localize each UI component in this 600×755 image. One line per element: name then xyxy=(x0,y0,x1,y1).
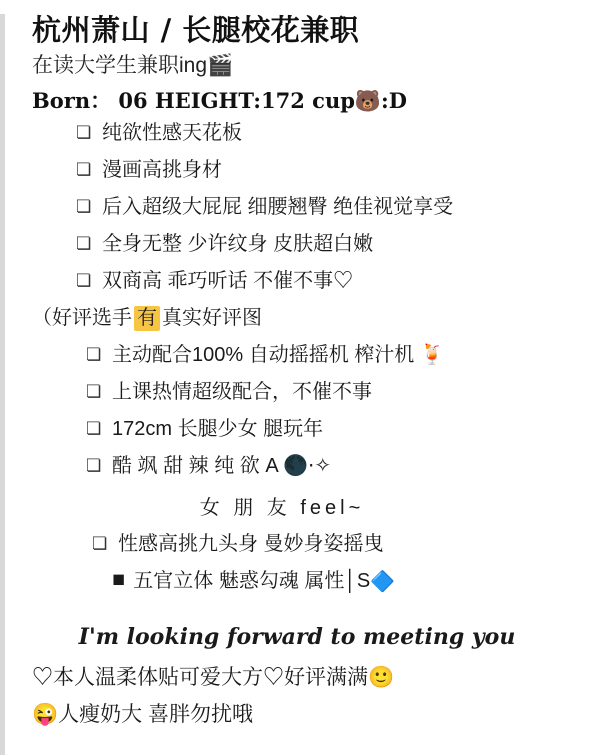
list-item-label: 全身无整 少许纹身 皮肤超白嫩 xyxy=(102,232,374,255)
checkbox-icon: ❏ xyxy=(76,233,92,254)
blue-diamond-icon: 🔷 xyxy=(370,568,396,593)
left-accent-bar xyxy=(0,14,5,755)
closing-quote: I'm looking forward to meeting you xyxy=(78,623,516,650)
list-item xyxy=(14,158,590,183)
footer-line-1: ♡本人温柔体贴可爱大方♡好评满满🙂 xyxy=(32,665,395,689)
review-highlight-badge: 有 xyxy=(134,306,160,331)
review-line-suffix: 真实好评图 xyxy=(162,306,262,329)
list-item xyxy=(14,454,590,479)
checkbox-icon: ❏ xyxy=(92,533,108,554)
list-item xyxy=(14,380,590,405)
list-item-label: 主动配合100% 自动摇摇机 榨汁机 🍹 xyxy=(112,343,445,366)
checkbox-icon: ❏ xyxy=(86,418,102,439)
subtitle-line: 在读大学生兼职ing🎬 xyxy=(32,54,234,78)
checkbox-icon: ❏ xyxy=(86,455,102,476)
filled-square-icon: ◼ xyxy=(112,568,126,588)
list-item-attributes xyxy=(14,569,590,594)
checkbox-icon: ❏ xyxy=(76,159,92,180)
list-item xyxy=(14,269,590,294)
list-item xyxy=(14,532,590,557)
review-line-prefix: （好评选手 xyxy=(32,306,132,329)
tagline-centered: 女 朋 友 feel~ xyxy=(199,496,365,519)
checkbox-icon: ❏ xyxy=(86,381,102,402)
list-item xyxy=(14,121,590,146)
document-page xyxy=(0,14,600,755)
list-item-label: 上课热情超级配合，不催不事 xyxy=(112,380,372,403)
review-line xyxy=(32,306,590,331)
list-item-label: 酷 飒 甜 辣 纯 欲 A 🌑⋅✧ xyxy=(112,454,332,477)
list-item-label: 漫画高挑身材 xyxy=(102,158,222,181)
list-item-label: 后入超级大屁屁 细腰翘臀 绝佳视觉享受 xyxy=(102,195,454,218)
checkbox-icon: ❏ xyxy=(86,344,102,365)
list-item-label: 性感高挑九头身 曼妙身姿摇曳 xyxy=(118,532,384,555)
list-item xyxy=(14,417,590,442)
list-item xyxy=(14,232,590,257)
checkbox-icon: ❏ xyxy=(76,270,92,291)
list-item xyxy=(14,343,590,368)
feature-list-tertiary xyxy=(14,532,590,594)
checkbox-icon: ❏ xyxy=(76,122,92,143)
checkbox-icon: ❏ xyxy=(76,196,92,217)
list-item xyxy=(14,195,590,220)
list-item-label: 172cm 长腿少女 腿玩年 xyxy=(112,417,324,440)
list-item-label: 双商高 乖巧听话 不催不事♡ xyxy=(102,269,354,292)
stats-line: Born： 06 HEIGHT:172 cup🐻:D xyxy=(32,87,408,113)
page-title: 杭州萧山 / 长腿校花兼职 xyxy=(32,13,360,47)
list-item-label: 纯欲性感天花板 xyxy=(102,121,242,144)
list-item-label: 五官立体 魅惑勾魂 属性│S xyxy=(133,569,371,592)
footer-line-2: 😜人瘦奶大 喜胖勿扰哦 xyxy=(32,702,253,726)
feature-list-secondary xyxy=(14,343,590,479)
feature-list-primary xyxy=(14,121,590,294)
